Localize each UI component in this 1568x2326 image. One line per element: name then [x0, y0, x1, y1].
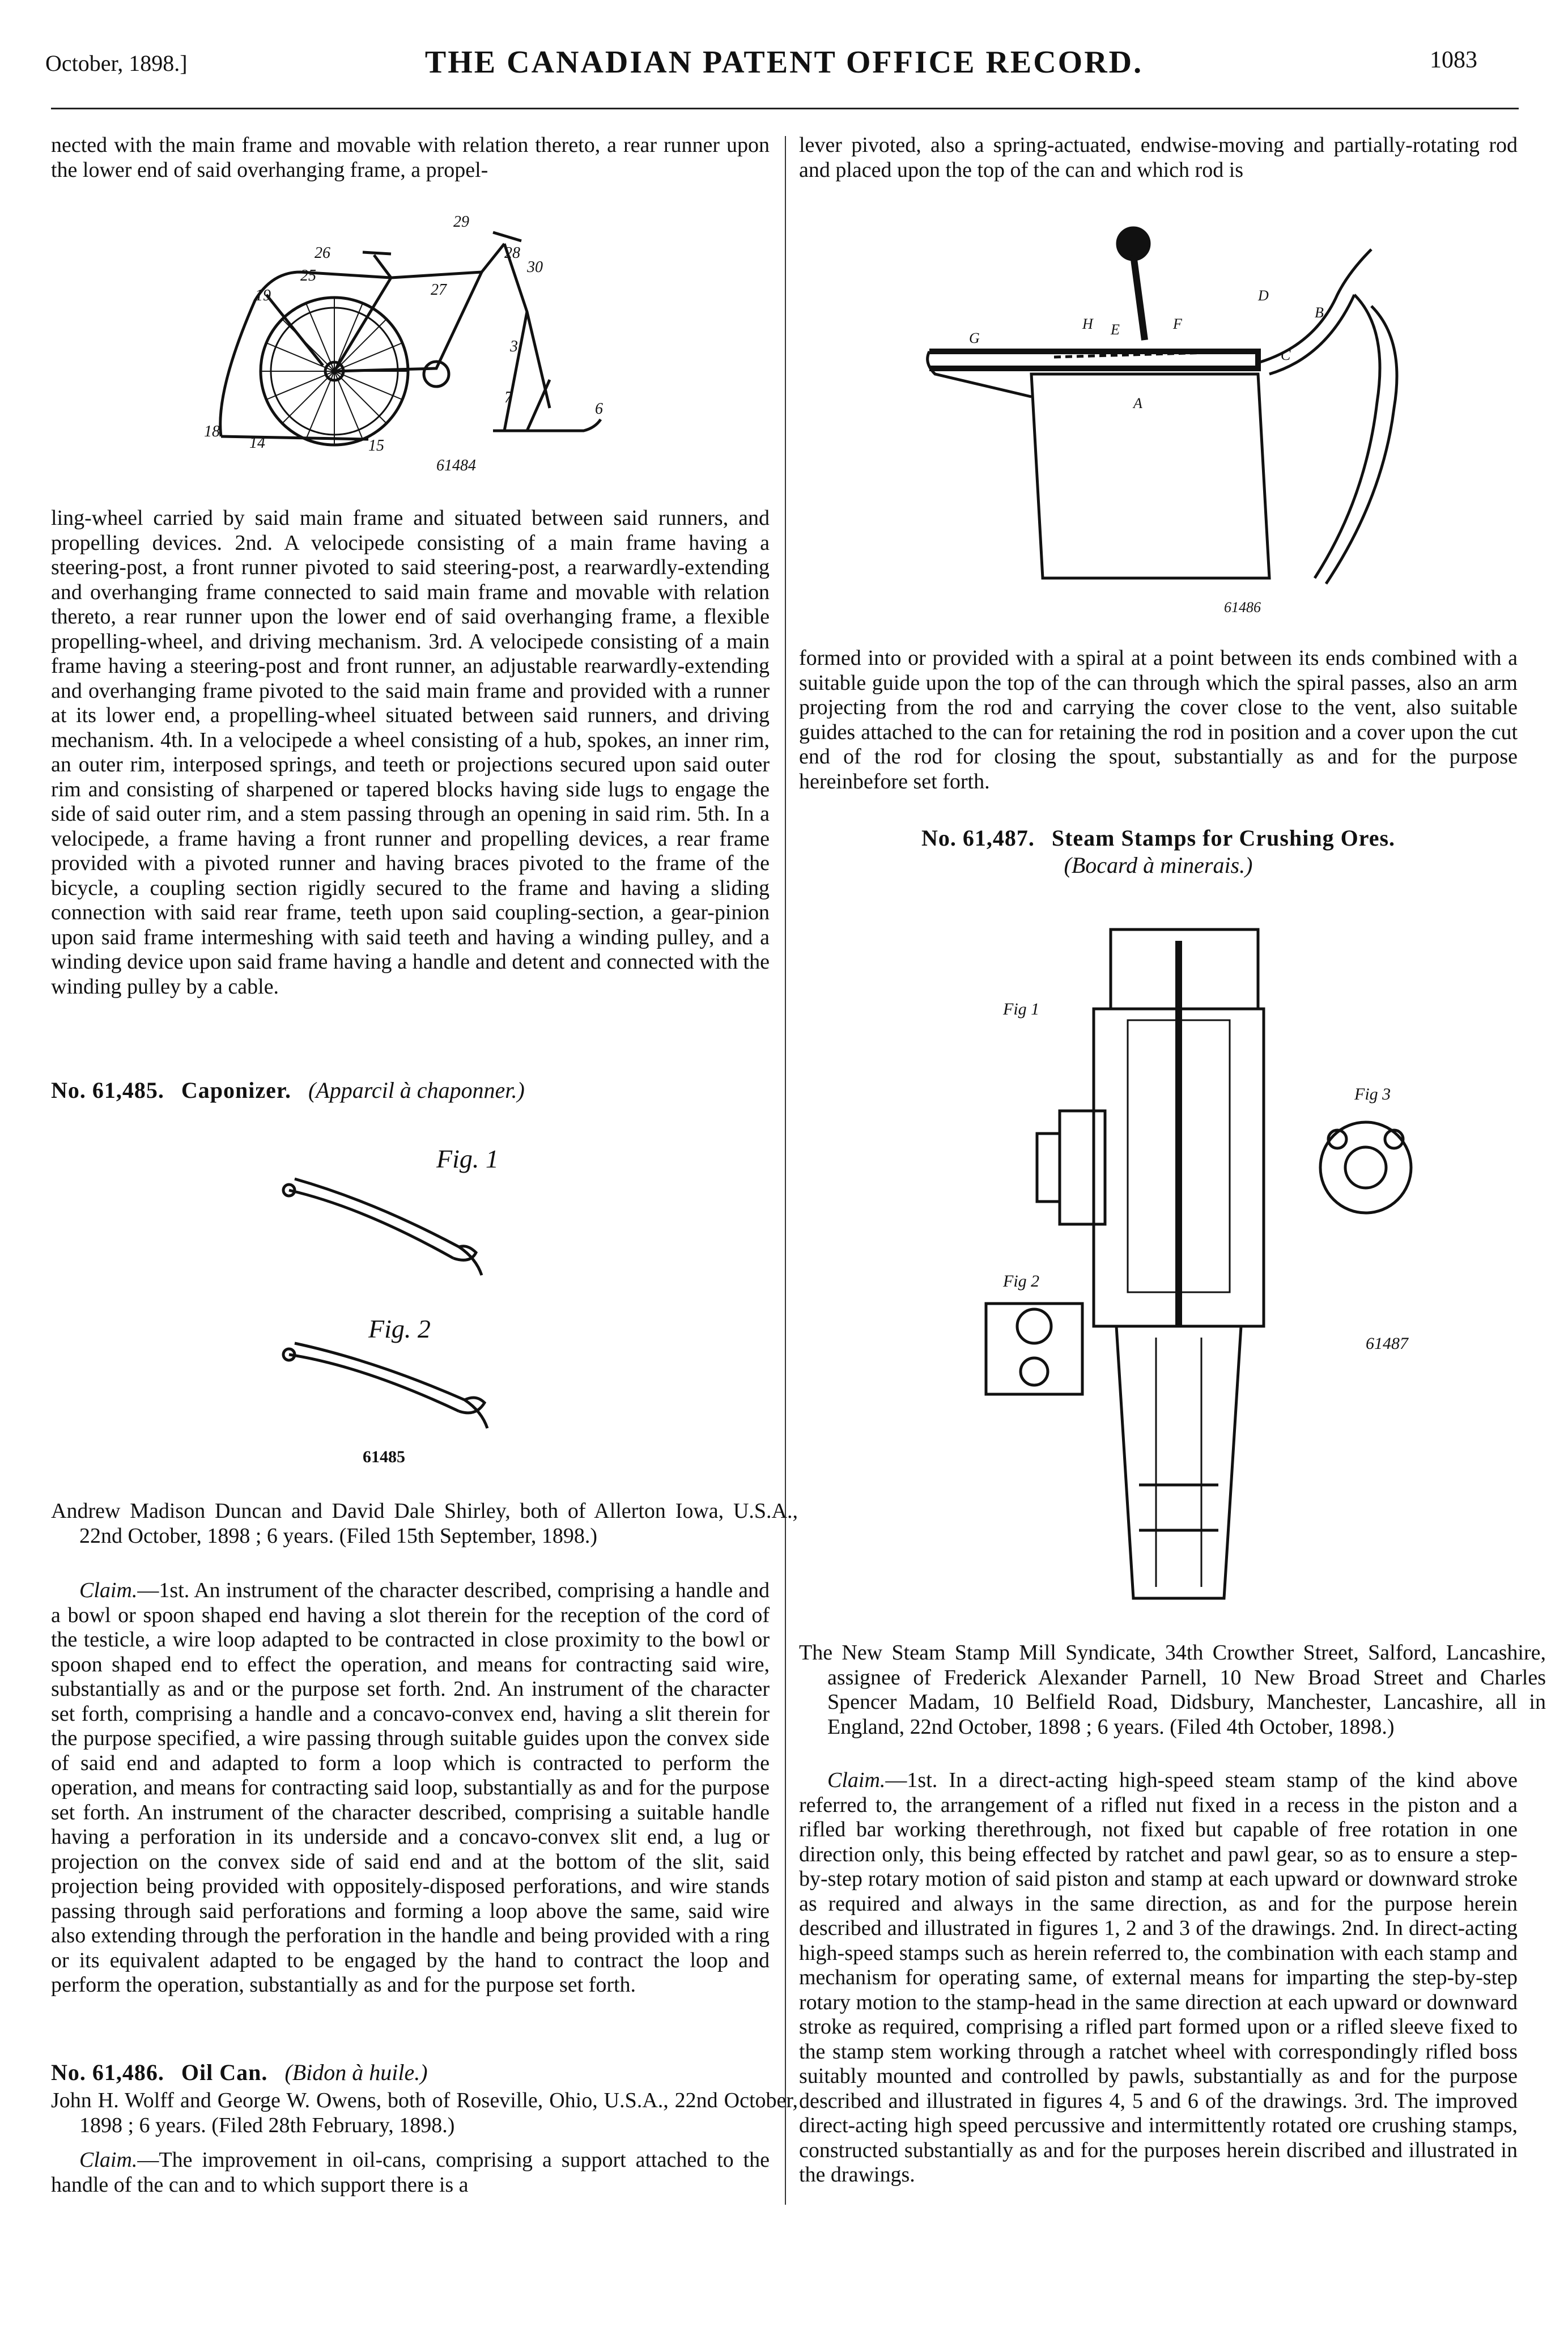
patent-61486-heading [51, 2059, 770, 2086]
front-runner [493, 419, 601, 431]
patent-61485-heading [51, 1077, 770, 1103]
figure-61485-id: 61485 [363, 1448, 405, 1466]
patent-61485-claim-text: —1st. An instrument of the character described, comprising a handle and a bowl or spoon shaped end having a slot therein for the reception of the cord of the testicle, a wire loop adapted to be contracted in close proximity to the bowl or spoon shaped end to effect the operation, and means for contracting said wire, substantially as and or the purpose set forth. 2nd. An instrument of the character set forth, comprising a handle and a concavo-convex end, having a slit therein for the purpose specified, a wire passing through suitable guides upon the convex side of said end and adapted to form a loop which is contracted to perform the operation, and means for contracting said loop, substantially as and for the purpose set forth. An instrument of the character described, comprising a suitable handle having a perforation in its underside and a concavo-convex slit end, a lug or projection on the convex side of said end and at the bottom of the slit, said projection being provided with oppositely-disposed perforations, and wire stands passing through said perforations and forming a loop above the same, said wire also extending through the perforation in the handle and being provided with a ring or its equivalent adapted to be engaged by the hand to contract the loop and perform the operation, substantially as and for the purpose set forth. [51, 1578, 770, 1997]
rear-overhang-frame [220, 272, 391, 436]
caponizer-fig2-label: Fig. 2 [368, 1314, 431, 1343]
patent-61486-title: Oil Can. [181, 2060, 268, 2085]
patent-61485-claim [51, 1578, 770, 1998]
lever-knob [1117, 228, 1149, 260]
fig-number-6: 6 [595, 400, 603, 418]
patent-61486-inventors: John H. Wolff and George W. Owens, both of Roseville, Ohio, U.S.A., 22nd October, 1898 ; 6 years. (Filed 28th February, 1898.) [51, 2089, 798, 2137]
patent-61487-claim-text: —1st. In a direct-acting high-speed steam stamp of the kind above referred to, the arrangement of a rifled nut fixed in a recess in the piston and a rifled bar working therethrough, not fixed but capable of free rotation in one direction only, this being effected by ratchet and pawl gear, so as to ensure a step-by-step rotary motion of said piston and stamp at each upward or downward stroke as required and always in the same direction, as and for the purpose herein described and illustrated in figures 1, 2 and 3 of the drawings. 2nd. In direct-acting high-speed stamps such as herein referred to, the combination with each stamp and mechanism for operating same, of external means for imparting the step-by-step rotary motion to the stamp-head in the same direction at each upward or downward stroke as required, comprising a rifled part formed upon or a rifled sleeve fixed to the stamp stem working through a ratchet wheel with correspondingly rifled boss suitably mounted and controlled by pawls, substantially as and for the purpose described and illustrated in figures 4, 5 and 6 of the drawings. 3rd. The improved direct-acting high speed percussive and intermittently rotated ore crushing stamps, constructed substantially as and for the purposes herein discribed and illustrated in the drawings. [799, 1768, 1518, 2187]
right-continued-text: lever pivoted, also a spring-actuated, endwise-moving and partially-rotating rod and placed upon the top of the can and which rod is [799, 133, 1518, 182]
steam-stamp-figure [980, 907, 1479, 1621]
caponizer-fig1-label: Fig. 1 [436, 1144, 499, 1173]
ratchet-wheel-fig3 [1320, 1122, 1411, 1213]
fig-number-29: 29 [453, 213, 469, 231]
page-title: THE CANADIAN PATENT OFFICE RECORD. [424, 45, 1144, 80]
header-date: October, 1898.] [45, 50, 188, 76]
stamp-fig1-label: Fig 1 [1003, 1000, 1040, 1018]
patent-61486-claim-label: Claim. [79, 2148, 138, 2172]
patent-61485-title: Caponizer. [181, 1077, 291, 1103]
patent-61486-claim-text: —The improvement in oil-cans, comprising a support attached to the handle of the can and to which support there is a [51, 2148, 770, 2197]
column-divider [785, 136, 786, 2205]
oil-can-claims-text: formed into or provided with a spiral at a point between its ends combined with a suitable guide upon the top of the can through which the spiral passes, also an arm projecting from the rod and carrying the cover close to the vent, also suitable guides attached to the can for retaining the rod in position and a cover upon the cut end of the rod for closing the spout, substantially as and for the purpose hereinbefore set forth. [799, 646, 1518, 793]
fig-number-19: 19 [255, 287, 271, 304]
fig-number-18: 18 [204, 423, 220, 440]
patent-61485-claim-label: Claim. [79, 1578, 138, 1602]
fig-number-7: 7 [504, 389, 512, 406]
oil-can-letter-e: E [1111, 321, 1120, 338]
patent-61487-title: Steam Stamps for Crushing Ores. [1051, 825, 1396, 851]
left-continued-text: nected with the main frame and movable with relation thereto, a rear runner upon the lower end of said overhanging frame, a propel- [51, 133, 770, 182]
patent-61487-claim [799, 1768, 1518, 2188]
fig-number-15: 15 [368, 437, 384, 455]
patent-61486-number: No. 61,486. [51, 2060, 164, 2085]
patent-61487-heading [799, 825, 1518, 851]
fig2-section [986, 1304, 1082, 1394]
velocipede-figure [187, 210, 663, 476]
oil-can-figure [907, 215, 1405, 623]
oil-can-letter-h: H [1082, 316, 1093, 332]
fig-number-14: 14 [249, 434, 265, 452]
fig-number-3: 3 [510, 338, 518, 355]
valve-chest [1060, 1111, 1105, 1224]
figure-61487-id: 61487 [1366, 1334, 1408, 1353]
fig-number-30: 30 [527, 258, 543, 276]
figure-61484-id: 61484 [436, 457, 476, 474]
oil-can-body [1031, 374, 1269, 578]
stamp-stem [1116, 1326, 1241, 1598]
header-rule [51, 108, 1519, 109]
oil-can-letter-b: B [1315, 304, 1324, 321]
figure-61486-id: 61486 [1224, 599, 1261, 616]
oil-can-letter-d: D [1258, 287, 1269, 304]
caponizer-figure [272, 1134, 567, 1485]
patent-61485-french: (Apparcil à chaponner.) [308, 1077, 525, 1103]
caponizer-fig1-instrument [295, 1179, 482, 1275]
patent-61487-french [799, 852, 1518, 878]
page-number: 1083 [1430, 47, 1477, 73]
oil-can-handle [1315, 295, 1380, 578]
oil-can-letter-g: G [969, 330, 980, 346]
fig-number-27: 27 [431, 281, 447, 299]
patent-61487-inventors: The New Steam Stamp Mill Syndicate, 34th Crowther Street, Salford, Lancashire, assignee of Frederick Alexander Parnell, 10 New Broad Street and Charles Spencer Madam, 10 Belfield Road, Didsbury, Manchester, Lancashire, all in England, 22nd October, 1898 ; 6 years. (Filed 4th October, 1898.) [799, 1641, 1546, 1739]
patent-61486-claim [51, 2148, 770, 2197]
patent-61486-french: (Bidon à huile.) [284, 2060, 428, 2085]
patent-61485-number: No. 61,485. [51, 1077, 164, 1103]
oil-can-letter-f: F [1173, 316, 1182, 332]
fig-number-26: 26 [315, 244, 330, 262]
patent-61487-french-text: (Bocard à minerais.) [1064, 852, 1253, 878]
stamp-fig2-label: Fig 2 [1003, 1272, 1040, 1291]
fig-number-25: 25 [300, 267, 316, 285]
stamp-fig3-label: Fig 3 [1354, 1085, 1391, 1103]
stamp-cylinder-head [1111, 929, 1258, 1009]
caponizer-fig2-instrument [295, 1343, 487, 1428]
patent-61487-claim-label: Claim. [827, 1768, 886, 1792]
velocipede-claims-text: ling-wheel carried by said main frame and situated between said runners, and propelling devices. 2nd. A velocipede consisting of a main frame having a steering-post, a front runner pivoted to said steering-post, a rearwardly-extending and overhanging frame connected to said main frame and movable with relation thereto, a rear runner upon the lower end of said overhanging frame, a flexible propelling-wheel, and driving mechanism. 3rd. A velocipede consisting of a main frame having a steering-post and front runner, an adjustable rearwardly-extending and overhanging frame pivoted to the said main frame and provided with a runner at its lower end, a propelling-wheel situated between said runners, and driving mechanism. 4th. In a velocipede a wheel consisting of a hub, spokes, an inner rim, an outer rim, interposed springs, and teeth or projections secured upon said outer rim and consisting of sharpened or tapered blocks having side lugs to engage the side of said outer rim, and a stem passing through an opening in said rim. 5th. In a velocipede, a frame having a front runner and propelling devices, a rear frame provided with a pivoted runner and having braces pivoted to the frame of the bicycle, a coupling section rigidly secured to the frame and having a sliding connection with said rear frame, teeth upon said coupling-section, a gear-pinion upon said frame intermeshing with said teeth and having a winding pulley, and a winding device upon said frame having a handle and detent and connected with the winding pulley by a cable. [51, 506, 770, 999]
patent-61487-number: No. 61,487. [921, 825, 1035, 851]
main-frame [334, 272, 482, 371]
fig-number-28: 28 [504, 244, 520, 262]
oil-can-letter-c: C [1281, 347, 1291, 363]
oil-can-letter-a: A [1133, 395, 1142, 411]
patent-61485-inventors: Andrew Madison Duncan and David Dale Shirley, both of Allerton Iowa, U.S.A., 22nd October, 1898 ; 6 years. (Filed 15th September, 1898.) [51, 1499, 798, 1548]
